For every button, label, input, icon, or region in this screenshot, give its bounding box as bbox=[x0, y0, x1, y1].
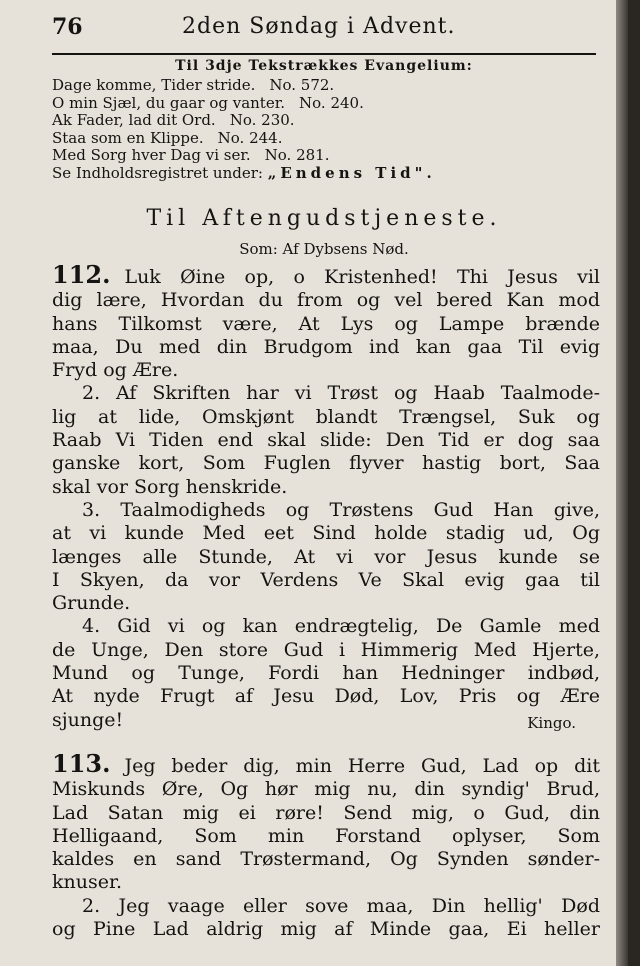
reference-item: Ak Fader, lad dit Ord. No. 230. bbox=[52, 111, 295, 129]
hymn-author: Kingo. bbox=[527, 713, 576, 732]
running-title: 2den Søndag i Advent. bbox=[182, 14, 456, 39]
references-heading: Til 3dje Tekstrækkes Evangelium: bbox=[175, 58, 473, 74]
page-header bbox=[52, 14, 600, 44]
page-gutter bbox=[616, 0, 628, 966]
hymn-references bbox=[52, 58, 596, 182]
hymn-line: Miskunds Øre, Og hør mig nu, din syndig' Brud, bbox=[52, 778, 600, 801]
hymn-line: 3. Taalmodigheds og Trøstens Gud Han give, bbox=[82, 498, 600, 521]
hymn-line: Lad Satan mig ei røre! Send mig, o Gud, din bbox=[52, 801, 600, 824]
hymn-line: længes alle Stunde, At vi vor Jesus kunde se bbox=[52, 545, 600, 568]
header-rule bbox=[52, 53, 596, 55]
hymn-line: 112. Luk Øine op, o Kristenhed! Thi Jesus vil bbox=[52, 260, 600, 289]
hymn-line: kaldes en sand Trøstermand, Og Synden sønder- bbox=[52, 848, 600, 871]
hymn-number: 113. bbox=[52, 749, 111, 778]
hymn-line: dig lære, Hvordan du from og vel bered Kan mod bbox=[52, 289, 600, 312]
hymn-line: 2. Af Skriften har vi Trøst og Haab Taalmode- bbox=[82, 382, 600, 405]
hymn-line: skal vor Sorg henskride. bbox=[52, 475, 288, 498]
melody-note: Som: Af Dybsens Nød. bbox=[239, 240, 409, 258]
hymn-line: Fryd og Ære. bbox=[52, 359, 179, 382]
hymn-line: de Unge, Den store Gud i Himmerig Med Hjerte, bbox=[52, 638, 600, 661]
hymn-113 bbox=[52, 749, 600, 941]
reference-item: Dage komme, Tider stride. No. 572. bbox=[52, 76, 335, 94]
hymn-line: Grunde. bbox=[52, 592, 131, 615]
hymn-line: 2. Jeg vaage eller sove maa, Din hellig' Død bbox=[82, 894, 600, 917]
page-number: 76 bbox=[52, 14, 83, 40]
hymn-line: sjunge! Kingo. bbox=[52, 709, 600, 732]
hymn-line: knuser. bbox=[52, 871, 123, 894]
hymn-112 bbox=[52, 260, 600, 735]
reference-item: Staa som en Klippe. No. 244. bbox=[52, 128, 283, 147]
index-reference: Se Indholdsregistret under: „Endens Tid". bbox=[52, 163, 436, 182]
section-title: Til Aftengudstjeneste. bbox=[146, 206, 502, 231]
hymn-line: og Pine Lad aldrig mig af Minde gaa, Ei heller bbox=[52, 918, 600, 941]
hymn-line: At nyde Frugt af Jesu Død, Lov, Pris og Ære bbox=[52, 685, 600, 708]
hymn-line: lig at lide, Omskjønt blandt Trængsel, Suk og bbox=[52, 405, 600, 428]
hymn-line: maa, Du med din Brudgom ind kan gaa Til evig bbox=[52, 335, 600, 358]
hymn-line: at vi kunde Med eet Sind holde stadig ud, Og bbox=[52, 522, 600, 545]
hymn-line: I Skyen, da vor Verdens Ve Skal evig gaa til bbox=[52, 568, 600, 591]
hymn-line: Mund og Tunge, Fordi han Hedninger indbød, bbox=[52, 662, 600, 685]
hymn-line: 4. Gid vi og kan endrægtelig, De Gamle med bbox=[82, 615, 600, 638]
reference-item: O min Sjæl, du gaar og vanter. No. 240. bbox=[52, 93, 364, 112]
hymn-number: 112. bbox=[52, 260, 111, 289]
hymn-line: hans Tilkomst være, At Lys og Lampe brænde bbox=[52, 312, 600, 335]
reference-item: Med Sorg hver Dag vi ser. No. 281. bbox=[52, 146, 330, 164]
hymn-line: Raab Vi Tiden end skal slide: Den Tid er dog saa bbox=[52, 429, 600, 452]
hymn-line: ganske kort, Som Fuglen flyver hastig bort, Saa bbox=[52, 452, 600, 475]
hymn-line: 113. Jeg beder dig, min Herre Gud, Lad op dit bbox=[52, 749, 600, 778]
hymn-line: Helligaand, Som min Forstand oplyser, Som bbox=[52, 824, 600, 847]
